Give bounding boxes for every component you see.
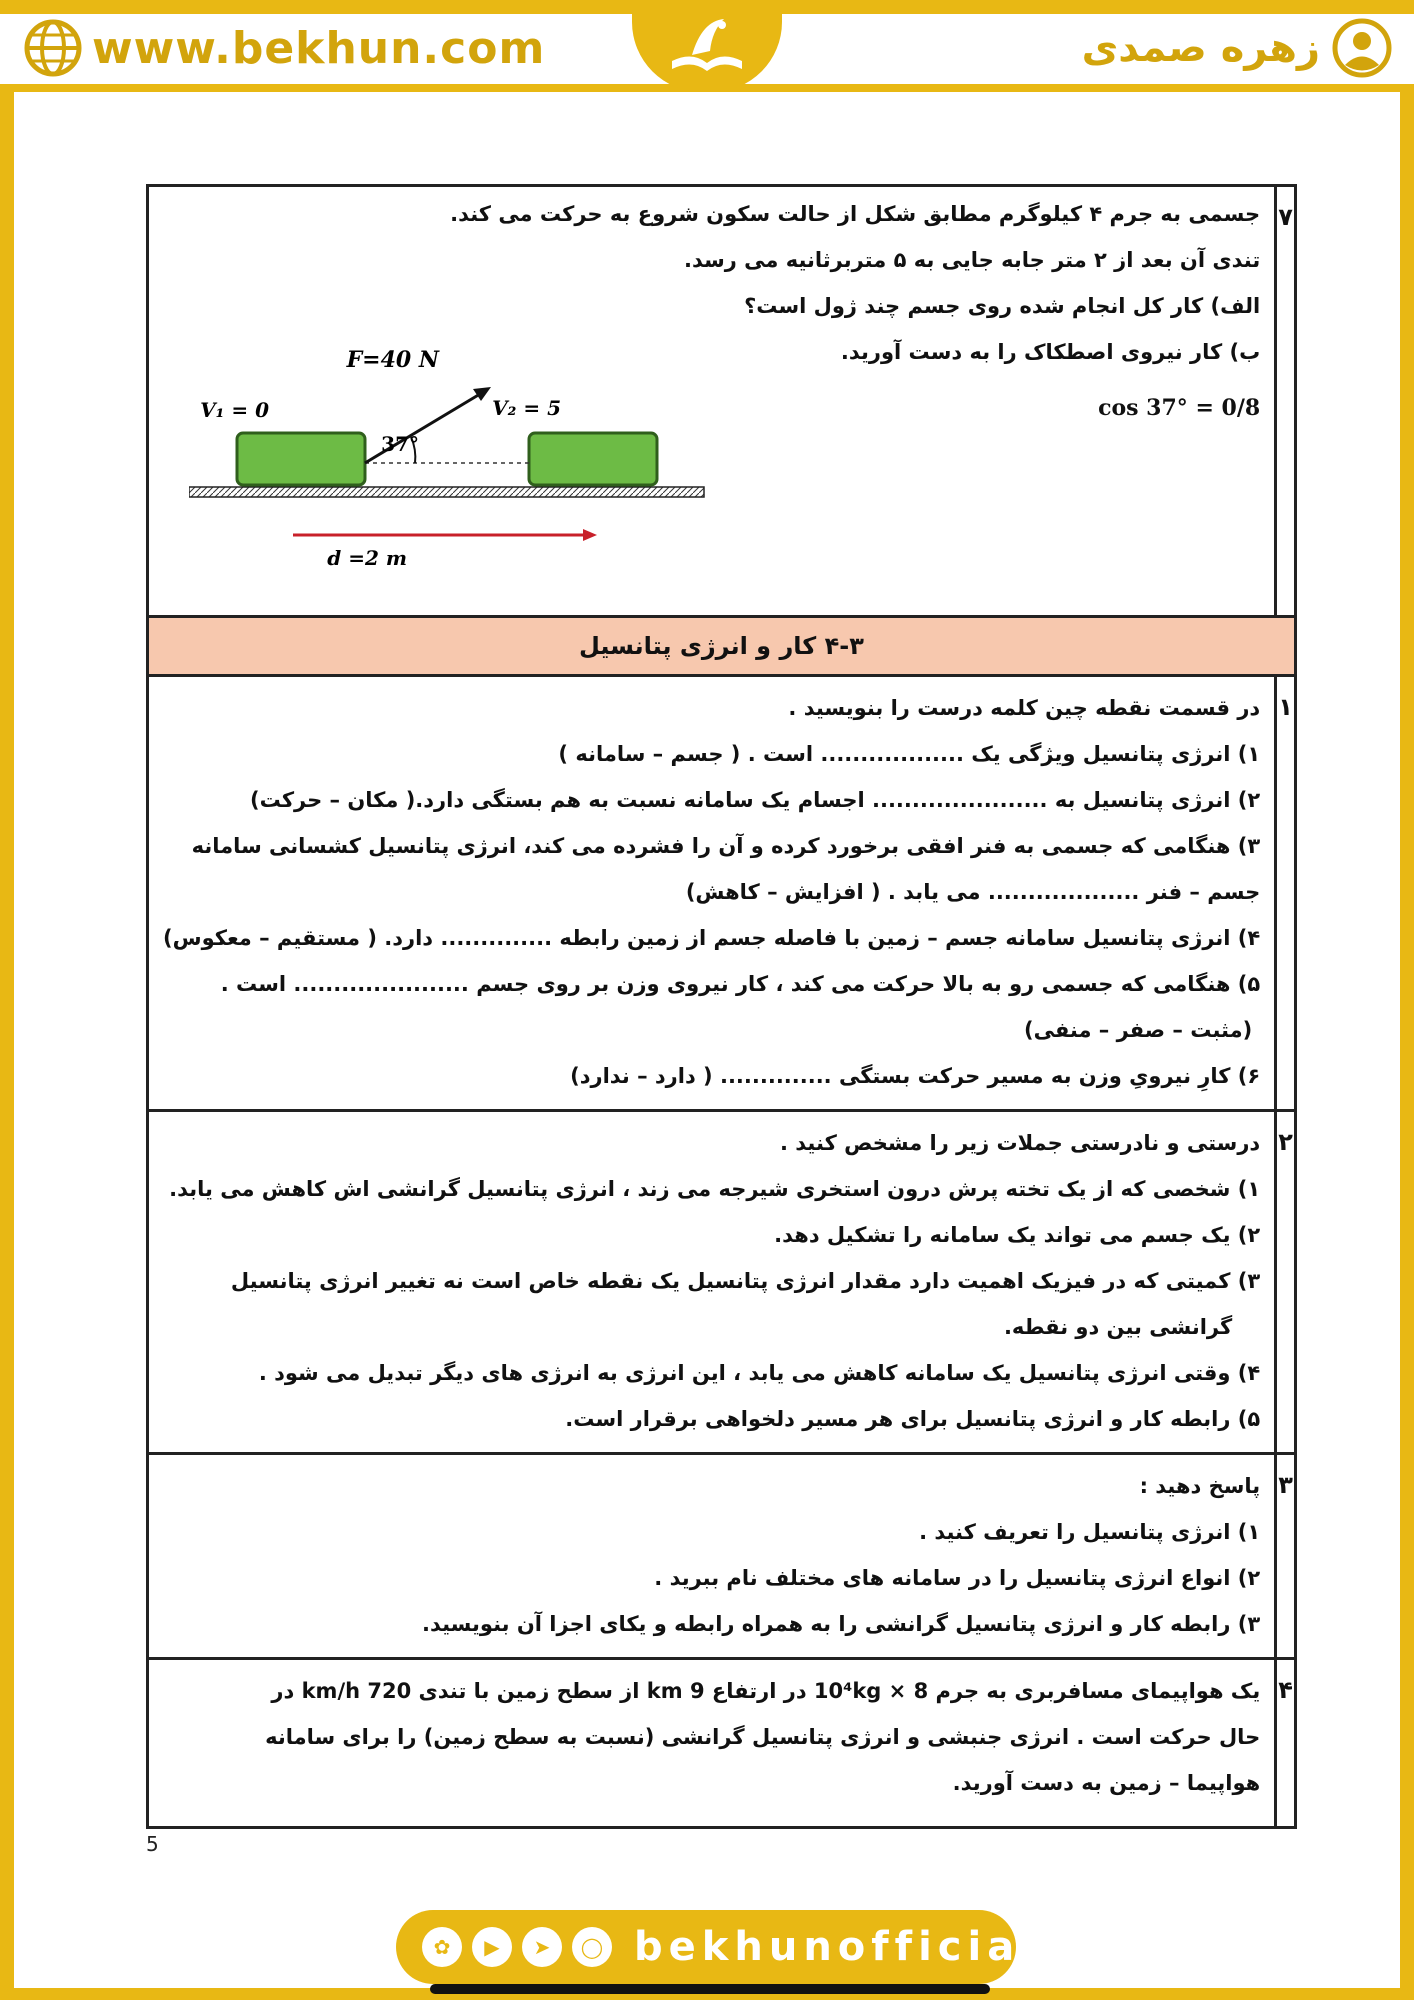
physics-diagram: [189, 337, 729, 567]
footer-shadow: [430, 1984, 990, 1994]
question-line: ۲) انرژی پتانسیل به ...................... اجسام یک سامانه نسبت به هم بستگی دارد.( مکان – حرکت): [250, 788, 1261, 812]
question-line: جسمی به جرم ۴ کیلوگرم مطابق شکل از حالت سکون شروع به حرکت می کند.: [450, 202, 1261, 226]
question-line: ۱) انرژی پتانسیل را تعریف کنید .: [919, 1520, 1261, 1544]
question-row-1: [148, 676, 1296, 1111]
question-intro: درستی و نادرستی جملات زیر را مشخص کنید .: [780, 1131, 1261, 1155]
website-link[interactable]: [24, 18, 545, 78]
question-number: ۳: [1276, 1454, 1296, 1659]
section-title: ۴-۳ کار و انرژی پتانسیل: [148, 617, 1296, 676]
ground-surface: [189, 487, 704, 497]
velocity-start-label: V₁ = 0: [200, 398, 269, 422]
page-number: 5: [146, 1832, 159, 1856]
footer-social-bar: [396, 1910, 1040, 1984]
force-arrowhead: [473, 387, 491, 401]
question-line: ۴) وقتی انرژی پتانسیل یک سامانه کاهش می یابد ، این انرژی به انرژی های دیگر تبدیل می شود .: [258, 1361, 1261, 1385]
youtube-icon[interactable]: ▶: [472, 1927, 512, 1967]
question-body-7: [148, 186, 1276, 617]
question-line: ب) کار نیروی اصطکاک را به دست آورید.: [840, 340, 1261, 364]
question-line: گرانشی بین دو نقطه.: [1003, 1315, 1233, 1339]
question-body-3: [148, 1454, 1276, 1659]
question-number: ۴: [1276, 1659, 1296, 1828]
question-row-4: [148, 1659, 1296, 1828]
force-label: F=40 N: [346, 347, 439, 373]
question-body-2: [148, 1111, 1276, 1454]
question-line: حال حرکت است . انرژی جنبشی و انرژی پتانسیل گرانشی (نسبت به سطح زمین) را برای سامانه: [265, 1725, 1261, 1749]
user-avatar-icon: [1332, 18, 1392, 78]
question-body-4: [148, 1659, 1276, 1828]
question-line: ۵) رابطه کار و انرژی پتانسیل برای هر مسیر دلخواهی برقرار است.: [565, 1407, 1261, 1431]
question-line: ۳) کمیتی که در فیزیک اهمیت دارد مقدار انرژی پتانسیل یک نقطه خاص است نه تغییر انرژی پتانسیل: [230, 1269, 1261, 1293]
question-row-7: [148, 186, 1296, 617]
question-line: هواپیما – زمین به دست آورید.: [952, 1771, 1261, 1795]
question-line: ۳) هنگامی که جسمی به فنر افقی برخورد کرده و آن را فشرده می کند، انرژی پتانسیل کشسانی سامانه: [191, 834, 1261, 858]
question-line: ۱) انرژی پتانسیل ویژگی یک .................. است . ( جسم – سامانه ): [558, 742, 1261, 766]
question-intro: پاسخ دهید :: [1139, 1474, 1261, 1498]
cos-note: cos 37° = 0/8: [1098, 395, 1261, 421]
question-line: ۲) انواع انرژی پتانسیل را در سامانه های مختلف نام ببرید .: [654, 1566, 1261, 1590]
telegram-icon[interactable]: ➤: [522, 1927, 562, 1967]
question-sheet: [146, 184, 1293, 1829]
author-block: [1082, 18, 1392, 78]
question-number: ۷: [1276, 186, 1296, 617]
question-number: ۱: [1276, 676, 1296, 1111]
question-line: الف) کار کل انجام شده روی جسم چند ژول است؟: [744, 294, 1261, 318]
question-table: [146, 184, 1297, 1829]
question-line: تندی آن بعد از ۲ متر جابه جایی به ۵ متربرثانیه می رسد.: [683, 248, 1261, 272]
question-line: ۶) کارِ نیرویِ وزن به مسیر حرکت بستگی .............. ( دارد – ندارد): [570, 1064, 1261, 1088]
header-bar: [0, 0, 1414, 92]
question-number: ۲: [1276, 1111, 1296, 1454]
section-heading-row: [148, 617, 1296, 676]
question-row-3: [148, 1454, 1296, 1659]
question-line: ۱) شخصی که از یک تخته پرش درون استخری شیرجه می زند ، انرژی پتانسیل گرانشی اش کاهش می یابد.: [169, 1177, 1261, 1201]
author-name: زهره صمدی: [1081, 25, 1320, 71]
question-line: (مثبت – صفر – منفی): [1023, 1018, 1253, 1042]
question-intro: در قسمت نقطه چین کلمه درست را بنویسید .: [788, 696, 1261, 720]
distance-label: d =2 m: [327, 546, 407, 567]
globe-icon: [24, 19, 82, 77]
social-handle[interactable]: bekhunofficial: [634, 1924, 1040, 1970]
question-line: ۳) رابطه کار و انرژی پتانسیل گرانشی را به همراه رابطه و یکای اجزا آن بنویسید.: [422, 1612, 1261, 1636]
question-line: ۲) یک جسم می تواند یک سامانه را تشکیل دهد.: [774, 1223, 1261, 1247]
aparat-icon[interactable]: ✿: [422, 1927, 462, 1967]
distance-arrowhead: [583, 529, 597, 541]
block-start: [237, 433, 365, 485]
angle-label: 37°: [381, 432, 419, 456]
block-end: [529, 433, 657, 485]
question-line: جسم – فنر ................... می یابد . ( افزایش – کاهش): [685, 880, 1261, 904]
social-icons: [422, 1927, 612, 1967]
question-body-1: [148, 676, 1276, 1111]
question-row-2: [148, 1111, 1296, 1454]
instagram-icon[interactable]: ◯: [572, 1927, 612, 1967]
question-line: ۵) هنگامی که جسمی رو به بالا حرکت می کند ، کار نیروی وزن بر روی جسم ...................... است .: [220, 972, 1261, 996]
brand-logo: [632, 0, 782, 92]
question-line: ۴) انرژی پتانسیل سامانه جسم – زمین با فاصله جسم از زمین رابطه .............. دارد. ( مستقیم – معکوس): [163, 926, 1261, 950]
question-line: یک هواپیمای مسافربری به جرم 8 × 10⁴kg در ارتفاع 9 km از سطح زمین با تندی 720 km/h در: [271, 1679, 1261, 1703]
book-logo-icon: [662, 11, 752, 81]
velocity-end-label: V₂ = 5: [492, 396, 561, 420]
website-text: www.bekhun.com: [92, 22, 546, 74]
